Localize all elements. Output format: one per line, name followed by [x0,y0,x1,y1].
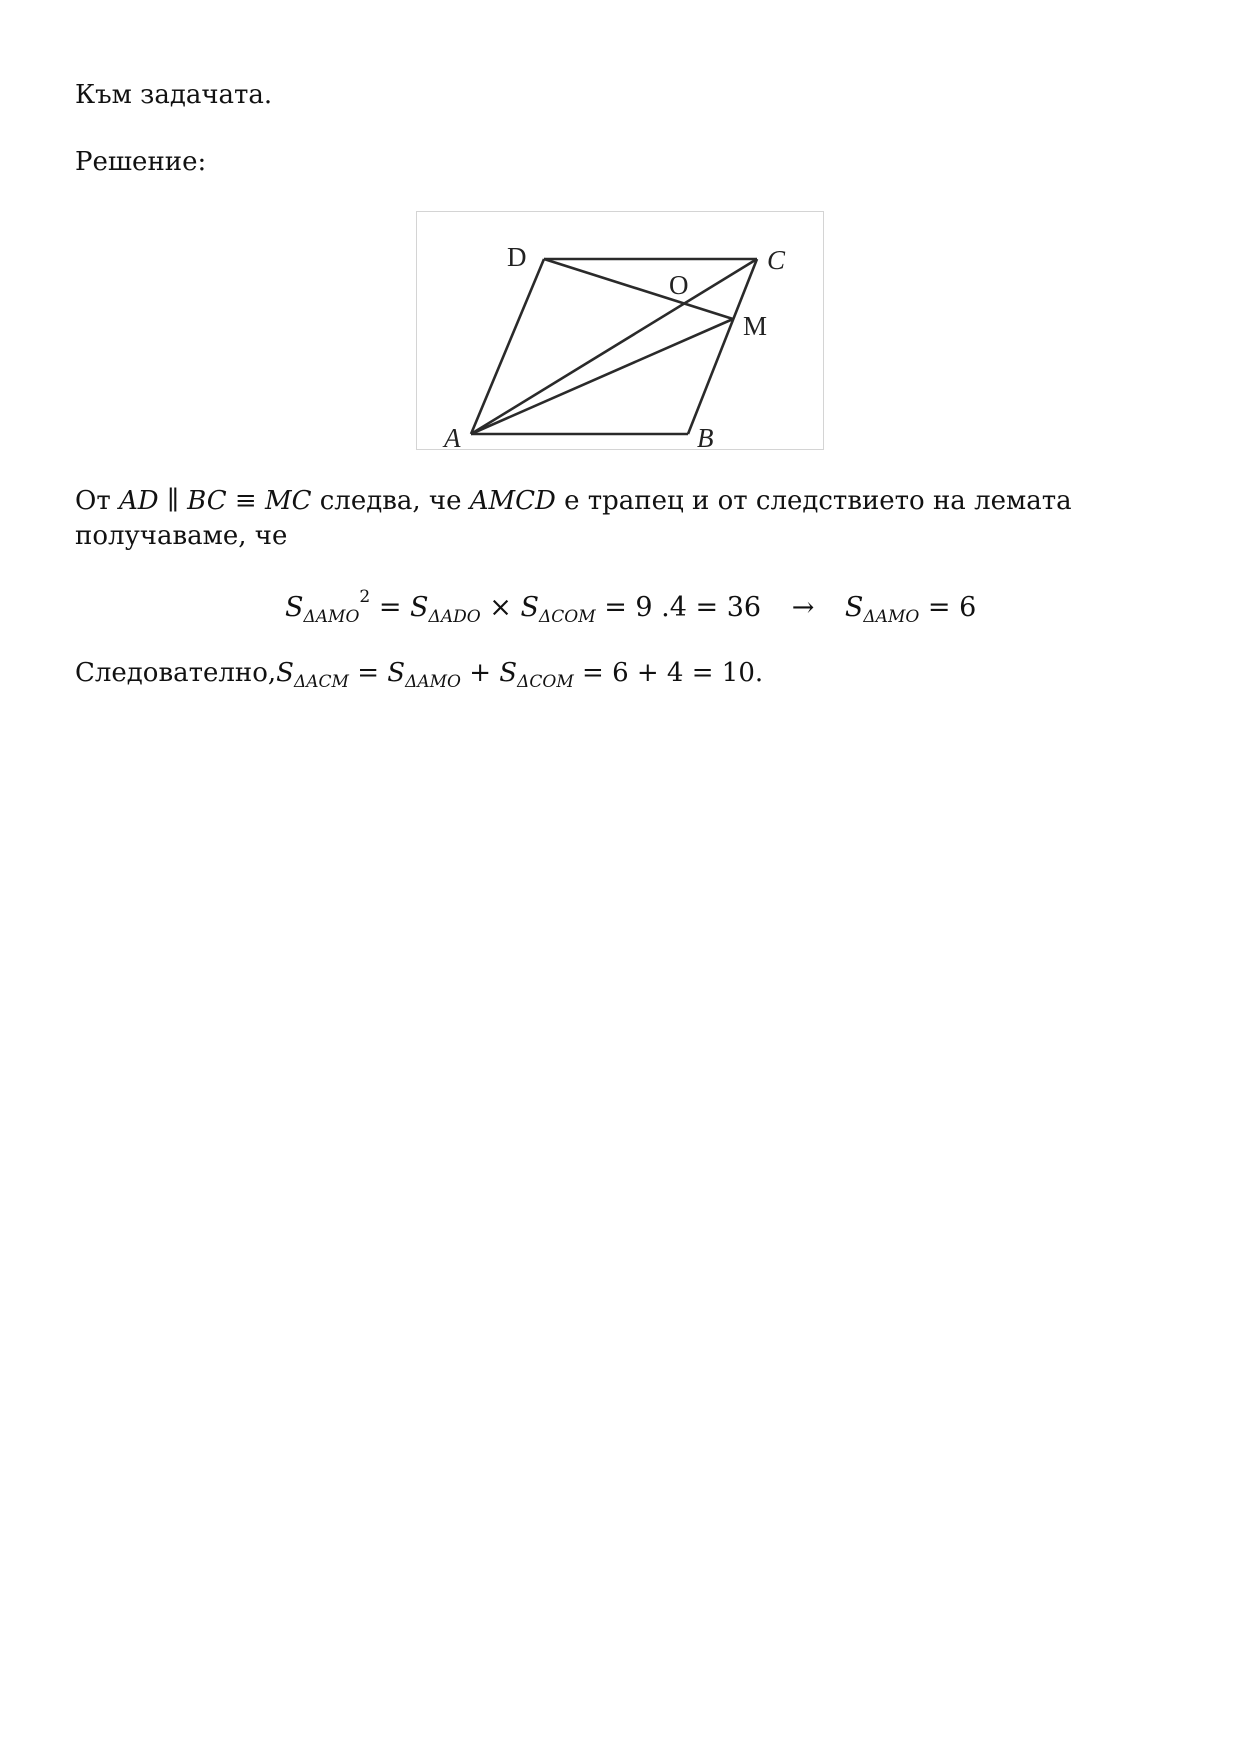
c-result: = 6 + 4 = 10. [582,658,764,688]
c-sub-amo: ΔAMO [405,672,461,692]
solution-label: Решение: [75,147,207,177]
f-s3: S [520,592,539,623]
c-sub-com: ΔCOM [517,672,574,692]
figure-svg [417,212,823,449]
math-mc: MC [264,486,312,516]
math-amcd: AMCD [469,486,556,516]
c-s3: S [499,658,518,688]
math-ad: AD [118,486,159,516]
f-times: × [489,592,512,623]
f-eq2: = 9 .4 = 36 [604,592,762,623]
label-o: O [669,270,689,300]
f-sub-amo: ΔAMO [303,607,360,627]
f-arrow: → [791,592,815,623]
f-s2: S [410,592,429,623]
main-formula [285,587,977,627]
f-sub-amo-2: ΔAMO [863,607,920,627]
math-bc: BC [187,486,227,516]
f-sub-ado: ΔADO [428,607,481,627]
c-s2: S [387,658,406,688]
c-plus: + [469,658,492,688]
c-sub-acm: ΔACM [293,672,349,692]
c-eq: = [357,658,379,688]
p1-rest: е трапец и от следствието на лемата [564,486,1072,516]
segment-dm [544,259,733,319]
paragraph-line-1 [75,484,1072,518]
label-a: A [444,423,461,449]
segment-ac [471,259,757,434]
conclusion-line [75,656,763,690]
label-c: C [767,245,786,275]
geometry-figure [416,211,824,450]
segment-bc [688,259,757,434]
f-sub-com: ΔCOM [538,607,596,627]
f-square: 2 [359,587,371,607]
heading: Към задачата. [75,80,273,110]
label-m: M [743,311,768,341]
parallel-sign: ∥ [166,486,179,516]
f-eq3: = 6 [927,592,977,623]
f-s4: S [844,592,864,623]
c-prefix: Следователно, [75,658,277,688]
p1-prefix: От [75,486,111,516]
f-s1: S [285,592,304,623]
label-b: B [697,423,714,449]
p1-mid: следва, че [319,486,462,516]
c-s1: S [276,658,294,688]
paragraph-line-2: получаваме, че [75,521,288,551]
label-d: D [507,242,527,272]
f-eq1: = [378,592,402,623]
equiv-sign: ≡ [234,486,257,516]
